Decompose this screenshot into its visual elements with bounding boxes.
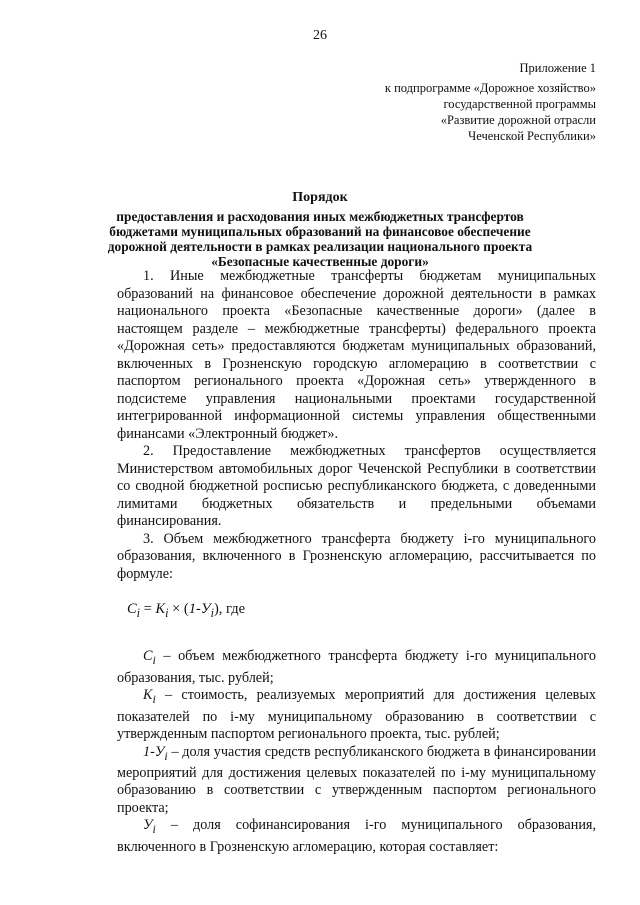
formula bbox=[117, 601, 596, 622]
appendix-heading: Приложение 1 bbox=[519, 61, 596, 75]
subtitle-line: предоставления и расходования иных межбюджетных трансфертов bbox=[116, 209, 524, 224]
formula-k: K bbox=[155, 601, 166, 617]
definition-one-symbol: 1-У bbox=[143, 743, 165, 760]
formula-c-sub: i bbox=[136, 605, 141, 620]
document-subtitle bbox=[96, 209, 544, 269]
definition-one-sub: i bbox=[164, 748, 168, 763]
subtitle-line: «Безопасные качественные дороги» bbox=[211, 254, 429, 269]
page-number: 26 bbox=[313, 28, 327, 43]
formula-one-minus-y: 1-У bbox=[188, 601, 211, 617]
subtitle-line: бюджетами муниципальных образований на финансовое обеспечение bbox=[109, 224, 531, 239]
paragraph-1: 1. Иные межбюджетные трансферты бюджетам муниципальных образований на финансовое обеспечение дорожной деятельности в рамках национального проекта «Безопасные качественные дороги» (далее в настоящем разделе – межбюджетные трансферты) федерального проекта «Дорожная сеть» предоставляются бюджетам муниципальных образований, включенных в Грозненскую городскую агломерацию в соответствии с паспортом регионального проекта «Дорожная сеть» утвержденного в подсистеме управления национальными проектами государственной интегрированной информационной системы управления общественными финансами «Электронный бюджет». bbox=[117, 268, 596, 442]
definition-ci-symbol: C bbox=[143, 648, 153, 665]
paragraph-2: 2. Предоставление межбюджетных трансфертов осуществляется Министерством автомобильных дорог Чеченской Республики в соответствии со сводной бюджетной росписью республиканского бюджета, с доведенными лимитами бюджетных обязательств и предельными объемами финансирования. bbox=[117, 443, 596, 529]
formula-c: C bbox=[127, 601, 137, 617]
definition-ki bbox=[117, 687, 596, 743]
paragraph-3: 3. Объем межбюджетного трансферта бюджету i-го муниципального образования, включенного в Грозненскую агломерацию, рассчитывается по формуле: bbox=[117, 530, 596, 582]
formula-eq: = bbox=[140, 601, 156, 617]
definition-one-text: – доля участия средств республиканского бюджета в финансировании мероприятий для достижения целевых показателей по i-му муниципальному образованию в соответствии с утвержденным паспортом регионального проекта; bbox=[117, 743, 596, 816]
appendix-line: Чеченской Республики» bbox=[468, 129, 596, 143]
definition-ci-sub: i bbox=[152, 653, 156, 668]
definition-yi bbox=[117, 817, 596, 856]
definition-ki-sub: i bbox=[152, 692, 156, 707]
appendix-block bbox=[385, 60, 596, 144]
definition-yi-symbol: У bbox=[143, 817, 153, 834]
appendix-line: «Развитие дорожной отрасли bbox=[440, 113, 596, 127]
definition-ki-text: – стоимость, реализуемых мероприятий для достижения целевых показателей по i-му муниципальному образованию в соответствии с утвержденным паспортом регионального проекта, тыс. рублей; bbox=[117, 687, 596, 743]
appendix-line: к подпрограмме «Дорожное хозяйство» bbox=[384, 81, 596, 95]
formula-y-sub: i bbox=[210, 605, 214, 620]
formula-k-sub: i bbox=[165, 605, 169, 620]
definition-yi-text: – доля софинансирования i-го муниципального образования, включенного в Грозненскую агломерацию, которая составляет: bbox=[117, 817, 596, 855]
definition-ci-text: – объем межбюджетного трансферта бюджету i-го муниципального образования, тыс. рублей; bbox=[117, 648, 596, 686]
document-title: Порядок bbox=[292, 190, 348, 205]
definition-ci bbox=[117, 648, 596, 687]
definition-one-minus-yi bbox=[117, 744, 596, 818]
subtitle-line: дорожной деятельности в рамках реализации национального проекта bbox=[107, 239, 533, 254]
definition-yi-sub: i bbox=[152, 822, 156, 837]
appendix-line: государственной программы bbox=[443, 97, 596, 111]
formula-times: × ( bbox=[168, 601, 189, 617]
document-body bbox=[117, 268, 596, 856]
definition-ki-symbol: K bbox=[143, 687, 153, 704]
formula-close: ), где bbox=[213, 601, 246, 617]
